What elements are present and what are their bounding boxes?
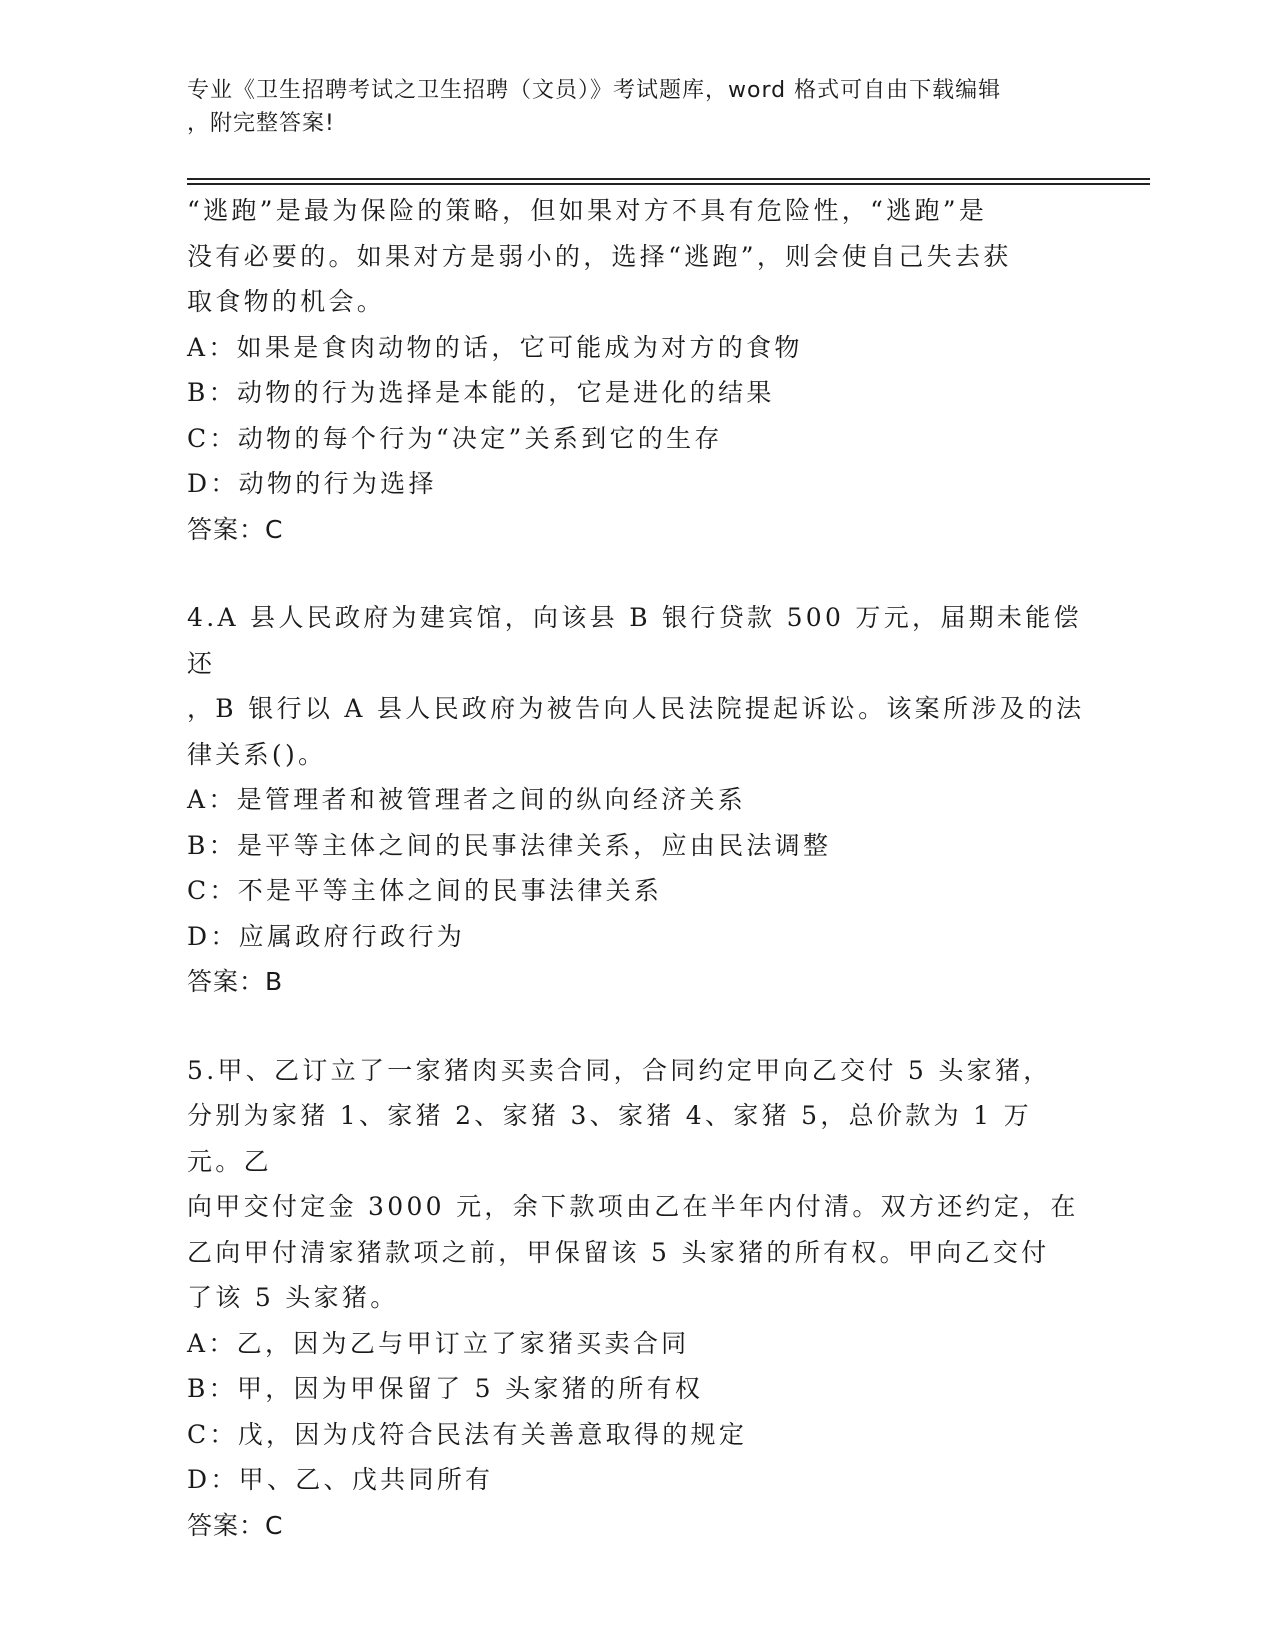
question-text-line: 没有必要的。如果对方是弱小的，选择“逃跑”，则会使自己失去获	[187, 241, 1012, 271]
option-a: A：乙，因为乙与甲订立了家猪买卖合同	[187, 1328, 690, 1358]
option-c: C：动物的每个行为“决定”关系到它的生存	[187, 423, 723, 453]
question-3-continued	[187, 188, 1087, 552]
option-b: B：是平等主体之间的民事法律关系，应由民法调整	[187, 830, 832, 860]
header-line-2: ，附完整答案!	[187, 111, 335, 136]
question-list	[187, 188, 1087, 1548]
answer-label: 答案：B	[187, 967, 284, 996]
answer-label: 答案：C	[187, 514, 284, 544]
question-text-line: 了该 5 头家猪。	[187, 1283, 399, 1312]
header-line-1: 专业《卫生招聘考试之卫生招聘（文员）》考试题库，word 格式可自由下载编辑	[187, 78, 1002, 103]
question-text-line: 律关系()。	[187, 739, 327, 769]
question-text-line: 4.A 县人民政府为建宾馆，向该县 B 银行贷款 500 万元，届期未能偿还	[187, 603, 1082, 678]
option-c: C：不是平等主体之间的民事法律关系	[187, 876, 663, 905]
question-text-line: “逃跑”是最为保险的策略，但如果对方不具有危险性，“逃跑”是	[187, 196, 988, 225]
option-c: C：戊，因为戊符合民法有关善意取得的规定	[187, 1419, 748, 1449]
option-b: B：动物的行为选择是本能的，它是进化的结果	[187, 378, 775, 407]
question-text-line: ，B 银行以 A 县人民政府为被告向人民法院提起诉讼。该案所涉及的法	[187, 694, 1085, 723]
question-4	[187, 595, 1087, 1005]
document-header	[187, 74, 1067, 140]
option-d: D：甲、乙、戊共同所有	[187, 1465, 494, 1494]
question-text-line: 取食物的机会。	[187, 287, 386, 316]
option-d: D：动物的行为选择	[187, 469, 437, 498]
option-a: A：是管理者和被管理者之间的纵向经济关系	[187, 785, 747, 814]
header-divider-top	[187, 178, 1150, 180]
question-text-line: 5.甲、乙订立了一家猪肉买卖合同，合同约定甲向乙交付 5 头家猪，	[187, 1055, 1052, 1085]
question-text-line: 向甲交付定金 3000 元，余下款项由乙在半年内付清。双方还约定，在	[187, 1192, 1079, 1221]
option-d: D：应属政府行政行为	[187, 921, 466, 951]
question-text-line: 分别为家猪 1、家猪 2、家猪 3、家猪 4、家猪 5，总价款为 1 万元。乙	[187, 1101, 1032, 1176]
answer-label: 答案：C	[187, 1510, 284, 1540]
header-divider-bottom	[187, 183, 1150, 185]
question-5	[187, 1048, 1087, 1549]
option-b: B：甲，因为甲保留了 5 头家猪的所有权	[187, 1374, 704, 1403]
question-text-line: 乙向甲付清家猪款项之前，甲保留该 5 头家猪的所有权。甲向乙交付	[187, 1237, 1050, 1267]
option-a: A：如果是食肉动物的话，它可能成为对方的食物	[187, 332, 803, 362]
